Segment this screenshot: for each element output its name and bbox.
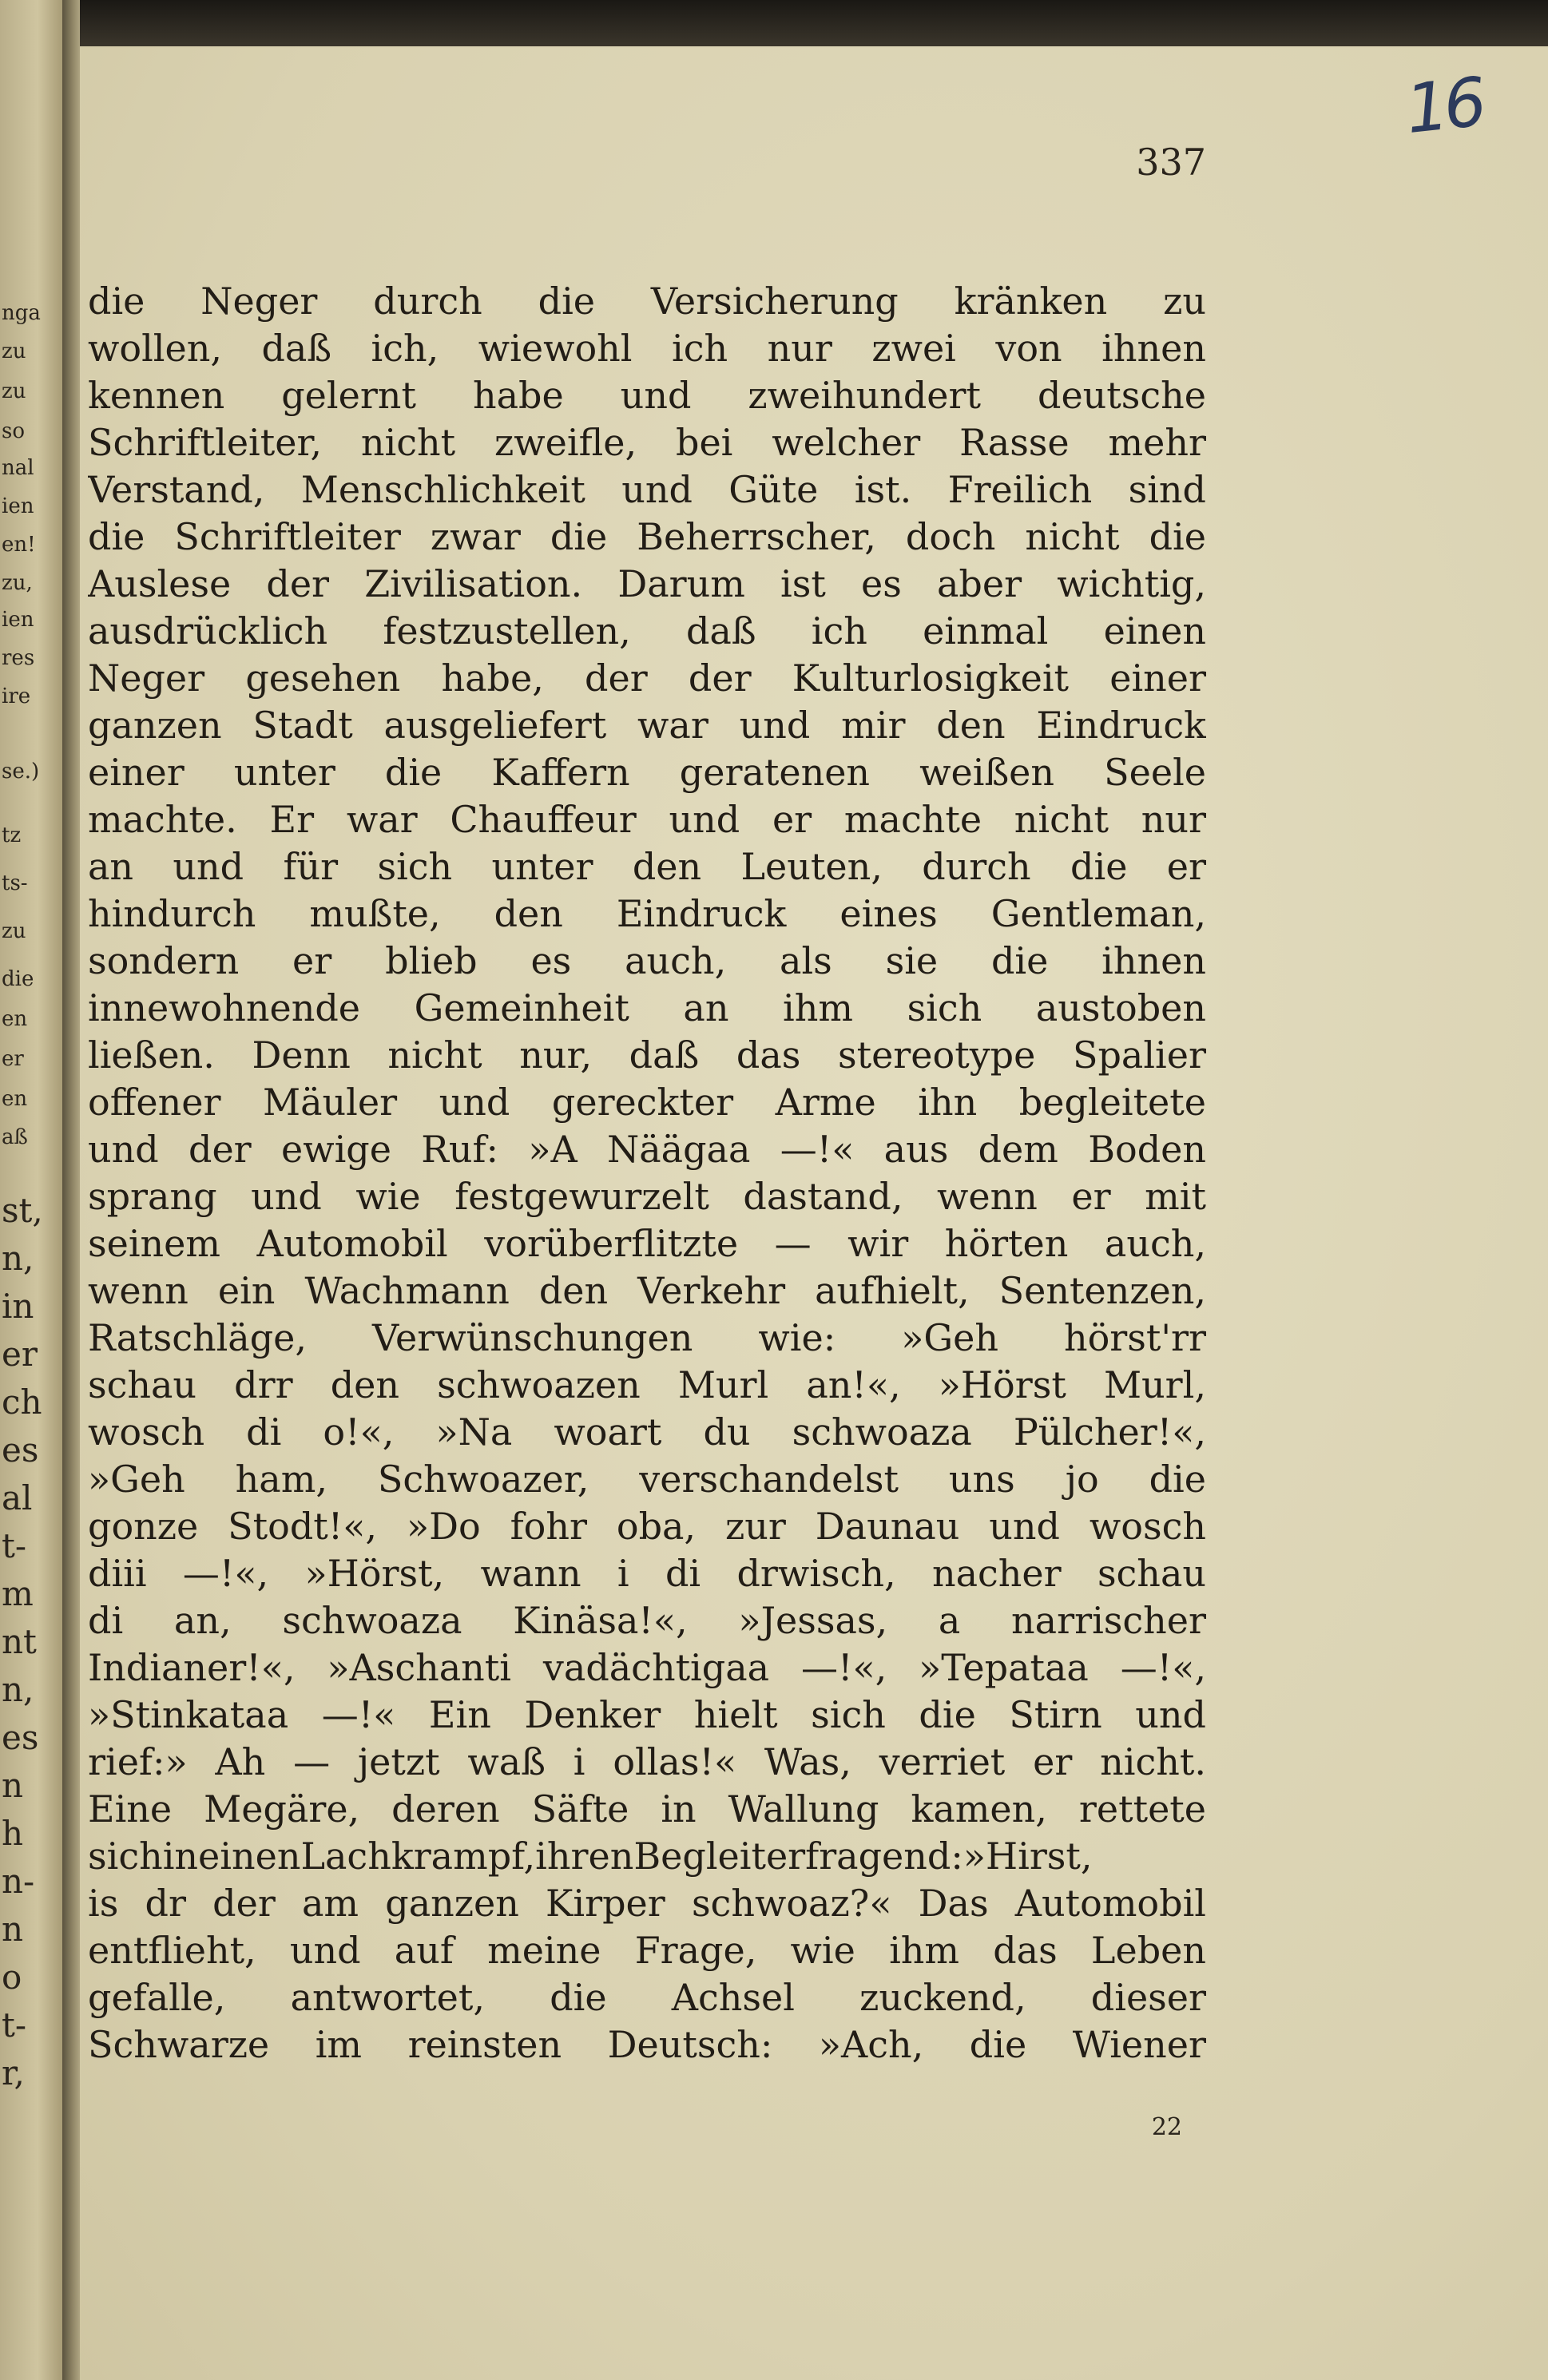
previous-page-fragment: er xyxy=(2,1047,24,1071)
text-line: an und für sich unter den Leuten, durch die er xyxy=(88,845,1206,888)
previous-page-fragment: ien xyxy=(2,494,34,518)
text-line: ließen. Denn nicht nur, daß das stereotype Spalier xyxy=(88,1033,1206,1077)
previous-page-fragment: n, xyxy=(2,1674,34,1706)
text-line: einer unter die Kaffern geratenen weißen Seele xyxy=(88,751,1206,794)
page-number: 337 xyxy=(1136,141,1206,184)
text-line: entflieht, und auf meine Frage, wie ihm das Leben xyxy=(88,1929,1206,1972)
previous-page-fragment: en xyxy=(2,1087,28,1111)
text-line: di an, schwoaza Kinäsa!«, »Jessas, a narrischer xyxy=(88,1599,1206,1642)
previous-page-fragment: es xyxy=(2,1434,39,1466)
text-line: »Geh ham, Schwoazer, verschandelst uns jo die xyxy=(88,1458,1206,1501)
text-line: hindurch mußte, den Eindruck eines Gentleman, xyxy=(88,892,1206,935)
text-line: seinem Automobil vorüberflitzte — wir hörten auch, xyxy=(88,1222,1206,1265)
previous-page-fragment: o xyxy=(2,1962,22,1993)
previous-page-fragment: ch xyxy=(2,1386,42,1418)
text-line: Ratschläge, Verwünschungen wie: »Geh hörst'rr xyxy=(88,1316,1206,1359)
previous-page-fragment: tz xyxy=(2,823,22,847)
handwritten-page-mark: 16 xyxy=(1402,62,1486,149)
text-line: schau drr den schwoazen Murl an!«, »Hörst Murl, xyxy=(88,1363,1206,1406)
previous-page-fragment: die xyxy=(2,967,34,991)
text-line: Schriftleiter, nicht zweifle, bei welcher Rasse mehr xyxy=(88,421,1206,464)
text-line: und der ewige Ruf: »A Näägaa —!« aus dem Boden xyxy=(88,1128,1206,1171)
text-line: wosch di o!«, »Na woart du schwoaza Pülcher!«, xyxy=(88,1410,1206,1454)
text-line: Eine Megäre, deren Säfte in Wallung kamen, rettete xyxy=(88,1787,1206,1831)
text-line: machte. Er war Chauffeur und er machte nicht nur xyxy=(88,798,1206,841)
previous-page-fragment: n, xyxy=(2,1243,34,1275)
text-line: Schwarze im reinsten Deutsch: »Ach, die Wiener xyxy=(88,2023,1206,2066)
text-line: Auslese der Zivilisation. Darum ist es aber wichtig, xyxy=(88,562,1206,605)
text-line: diii —!«, »Hörst, wann i di drwisch, nacher schau xyxy=(88,1552,1206,1595)
text-line: sichineinenLachkrampf,ihrenBegleiterfragend:»Hirst, xyxy=(88,1835,1093,1878)
text-line: wollen, daß ich, wiewohl ich nur zwei von ihnen xyxy=(88,327,1206,370)
text-line: sondern er blieb es auch, als sie die ihnen xyxy=(88,939,1206,982)
text-line: ausdrücklich festzustellen, daß ich einmal einen xyxy=(88,609,1206,653)
signature-mark: 22 xyxy=(1151,2113,1182,2141)
previous-page-fragment: zu xyxy=(2,339,26,363)
previous-page-fragment: en xyxy=(2,1007,28,1031)
previous-page-fragment: zu, xyxy=(2,571,33,595)
previous-page-fragment: ire xyxy=(2,684,31,708)
text-line: gonze Stodt!«, »Do fohr oba, zur Daunau und wosch xyxy=(88,1505,1206,1548)
text-line: »Stinkataa —!« Ein Denker hielt sich die Stirn und xyxy=(88,1693,1206,1736)
previous-page-fragment: nga xyxy=(2,301,41,325)
text-line: rief:» Ah — jetzt waß i ollas!« Was, verriet er nicht. xyxy=(88,1740,1206,1783)
previous-page-fragment: t- xyxy=(2,1530,27,1562)
text-line: offener Mäuler und gereckter Arme ihn begleitete xyxy=(88,1081,1206,1124)
previous-page-fragment: so xyxy=(2,419,25,443)
text-line: Verstand, Menschlichkeit und Güte ist. Freilich sind xyxy=(88,468,1206,511)
text-line: wenn ein Wachmann den Verkehr aufhielt, Sentenzen, xyxy=(88,1269,1206,1312)
previous-page-fragment: n xyxy=(2,1914,24,1946)
text-line: innewohnende Gemeinheit an ihm sich austoben xyxy=(88,986,1206,1029)
text-line: ganzen Stadt ausgeliefert war und mir den Eindruck xyxy=(88,704,1206,747)
text-line: Indianer!«, »Aschanti vadächtigaa —!«, »Tepataa —!«, xyxy=(88,1646,1206,1689)
previous-page-fragment: er xyxy=(2,1339,38,1370)
previous-page-fragment: in xyxy=(2,1291,34,1323)
previous-page-fragment: nt xyxy=(2,1626,37,1658)
previous-page-fragment: nal xyxy=(2,456,34,480)
body-text xyxy=(88,278,1206,2069)
top-shadow-band xyxy=(80,0,1548,46)
previous-page-fragment: n xyxy=(2,1770,24,1802)
previous-page-fragment: m xyxy=(2,1578,34,1610)
previous-page-fragment: ts- xyxy=(2,871,28,895)
previous-page-fragment: zu xyxy=(2,919,26,943)
text-line: gefalle, antwortet, die Achsel zuckend, dieser xyxy=(88,1976,1206,2019)
text-line: die Schriftleiter zwar die Beherrscher, doch nicht die xyxy=(88,515,1206,558)
previous-page-fragment: en! xyxy=(2,533,36,557)
previous-page-fragment: aß xyxy=(2,1125,28,1149)
previous-page-fragment: n- xyxy=(2,1866,35,1898)
previous-page-fragment: st, xyxy=(2,1195,43,1227)
text-line: Neger gesehen habe, der der Kulturlosigkeit einer xyxy=(88,656,1206,700)
text-line: is dr der am ganzen Kirper schwoaz?« Das Automobil xyxy=(88,1882,1206,1925)
previous-page-fragment: h xyxy=(2,1818,24,1850)
previous-page-fragment: zu xyxy=(2,379,26,403)
previous-page-fragment: se.) xyxy=(2,760,40,783)
previous-page-fragment: t- xyxy=(2,2009,27,2041)
previous-page-fragment: al xyxy=(2,1482,33,1514)
text-line: kennen gelernt habe und zweihundert deutsche xyxy=(88,374,1206,417)
previous-page-fragment: es xyxy=(2,1722,39,1754)
previous-page-fragment: ien xyxy=(2,608,34,632)
text-line: sprang und wie festgewurzelt dastand, wenn er mit xyxy=(88,1175,1206,1218)
text-line: die Neger durch die Versicherung kränken zu xyxy=(88,280,1206,323)
previous-page-fragment: r, xyxy=(2,2057,25,2089)
previous-page-edge xyxy=(0,0,62,2380)
previous-page-fragment: res xyxy=(2,646,35,670)
